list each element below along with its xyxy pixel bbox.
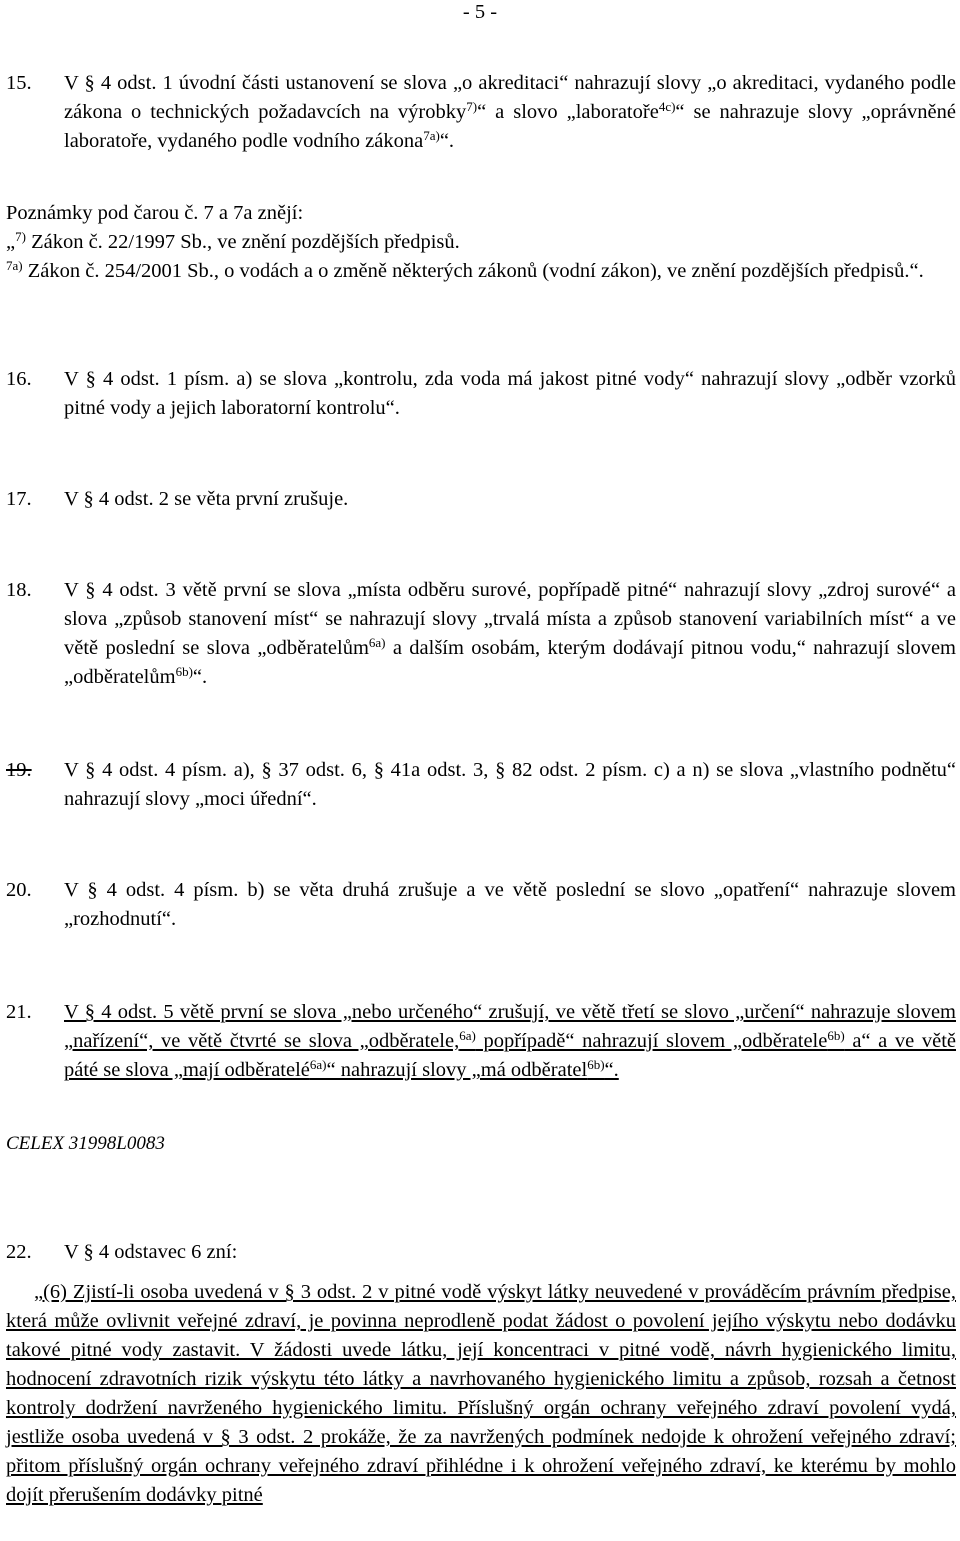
footnote-marker: 7a) <box>6 258 23 273</box>
quoted-paragraph-6: „(6) Zjistí-li osoba uvedená v § 3 odst. 2 v pitné vodě výskyt látky neuvedené v prováděcím právním předpise, která může ovlivnit veřejné zdraví, je povinna neprodleně podat žádost o povolení jejího výskytu nebo dodávku takové pitné vody zastavit. V žádosti uvede látku, její koncentraci v pitné vodě, návrh hygienického limitu, hodnocení zdravotních rizik výskytu této látky a navrhovaného hygienického limitu a způsob, rozsah a četnost kontroly dodržení navrženého hygienického limitu. Příslušný orgán ochrany veřejného zdraví povolení vydá, jestliže osoba uvedená v § 3 odst. 2 prokáže, že za navržených podmínek nedojde k ohrožení veřejného zdraví; přitom příslušný orgán ochrany veřejného zdraví přihlédne i k ohrožení veřejného zdraví, ke kterému by mohlo dojít přerušením dodávky pitné <box>6 1281 956 1506</box>
item-text <box>64 998 956 1085</box>
footnote-7 <box>6 228 956 257</box>
item-number: 21. <box>6 1001 32 1023</box>
text-part: V § 4 odst. 3 větě první se slova „místa odběru surové, popřípadě pitné“ nahrazují slovy „zdroj surové“ a slova „způsob stanovení míst“ se nahrazují slovy „trvalá místa a způsob stanovení variabilních míst“ a ve větě poslední se slova „odběratelům <box>64 579 956 659</box>
text-part: “ a slovo „laboratoře <box>477 101 659 123</box>
item-number: 16. <box>6 368 32 390</box>
footnotes-heading: Poznámky pod čarou č. 7 a 7a znějí: <box>6 202 304 224</box>
text-part: a dalším osobám, kterým dodávají pitnou vodu,“ nahrazují slovem „odběratelům <box>64 637 956 688</box>
text-part: “. <box>439 130 455 152</box>
footnote-ref: 6a) <box>459 1028 476 1043</box>
text-part: “. <box>192 666 208 688</box>
item-number: 19. <box>6 759 32 781</box>
item-text <box>64 69 956 156</box>
footnote-ref: 6b) <box>587 1057 605 1072</box>
footnote-marker: 7) <box>15 229 26 244</box>
text-part: “ nahrazují slovy „má odběratel <box>326 1059 588 1081</box>
footnotes-block <box>6 199 956 286</box>
footnote-ref: 6a) <box>368 635 386 650</box>
footnote-ref: 6b) <box>175 664 193 679</box>
text-part: “. <box>604 1059 619 1081</box>
celex-reference: CELEX 31998L0083 <box>6 1133 165 1154</box>
footnote-ref: 4c) <box>658 99 676 114</box>
footnote-ref: 6b) <box>827 1028 845 1043</box>
text-part: V § 4 odst. 1 úvodní části ustanovení se slova „o akreditaci“ nahrazují slovy „o akreditaci, vydaného podle zákona o technických požadavcích na výrobky <box>64 72 956 123</box>
item-number: 22. <box>6 1241 32 1263</box>
item-text: V § 4 odstavec 6 zní: <box>64 1241 238 1263</box>
item-number: 20. <box>6 879 32 901</box>
amendment-18 <box>6 576 956 692</box>
item-text <box>64 576 956 692</box>
amendment-17 <box>6 485 956 514</box>
item-number: 17. <box>6 488 32 510</box>
amendment-21 <box>6 998 956 1085</box>
item-text: V § 4 odst. 4 písm. b) se věta druhá zrušuje a ve větě poslední se slovo „opatření“ nahrazuje slovem „rozhodnutí“. <box>64 879 956 930</box>
amendment-19 <box>6 756 956 814</box>
text-part: V § 4 odst. 5 větě první se slova „nebo určeného“ zrušují, ve větě třetí se slovo „určení“ nahrazuje slovem „nařízení“, ve větě čtvrté se slova „odběratele, <box>64 1001 956 1052</box>
text-part: a“ a ve větě páté se slova „mají odběratelé <box>64 1030 956 1081</box>
footnote-ref: 7a) <box>423 128 440 143</box>
footnote-7a <box>6 257 956 286</box>
footnote-ref: 6a) <box>309 1057 327 1072</box>
text-part: “ se nahrazuje slovy „oprávněné laboratoře, vydaného podle vodního zákona <box>64 101 957 152</box>
quote-mark: „ <box>6 231 16 253</box>
footnote-text: Zákon č. 22/1997 Sb., ve znění pozdějších předpisů. <box>25 231 460 253</box>
item-text: V § 4 odst. 4 písm. a), § 37 odst. 6, § 41a odst. 3, § 82 odst. 2 písm. c) a n) se slova „vlastního podnětu“ nahrazují slovy „moci úřední“. <box>64 759 956 810</box>
amendment-16 <box>6 365 956 423</box>
item-text: V § 4 odst. 1 písm. a) se slova „kontrolu, zda voda má jakost pitné vody“ nahrazují slovy „odběr vzorků pitné vody a jejich laboratorní kontrolu“. <box>64 368 956 419</box>
footnote-text: Zákon č. 254/2001 Sb., o vodách a o změně některých zákonů (vodní zákon), ve znění pozdějších předpisů.“. <box>22 260 924 282</box>
item-number: 18. <box>6 579 32 601</box>
page-number: - 5 - <box>462 1 498 23</box>
item-number: 15. <box>6 72 32 94</box>
item-text: V § 4 odst. 2 se věta první zrušuje. <box>64 488 349 510</box>
amendment-20 <box>6 876 956 934</box>
amendment-15 <box>6 69 956 156</box>
amendment-22 <box>6 1238 956 1267</box>
text-part: popřípadě“ nahrazují slovem „odběratele <box>475 1030 828 1052</box>
footnote-ref: 7) <box>466 99 478 114</box>
